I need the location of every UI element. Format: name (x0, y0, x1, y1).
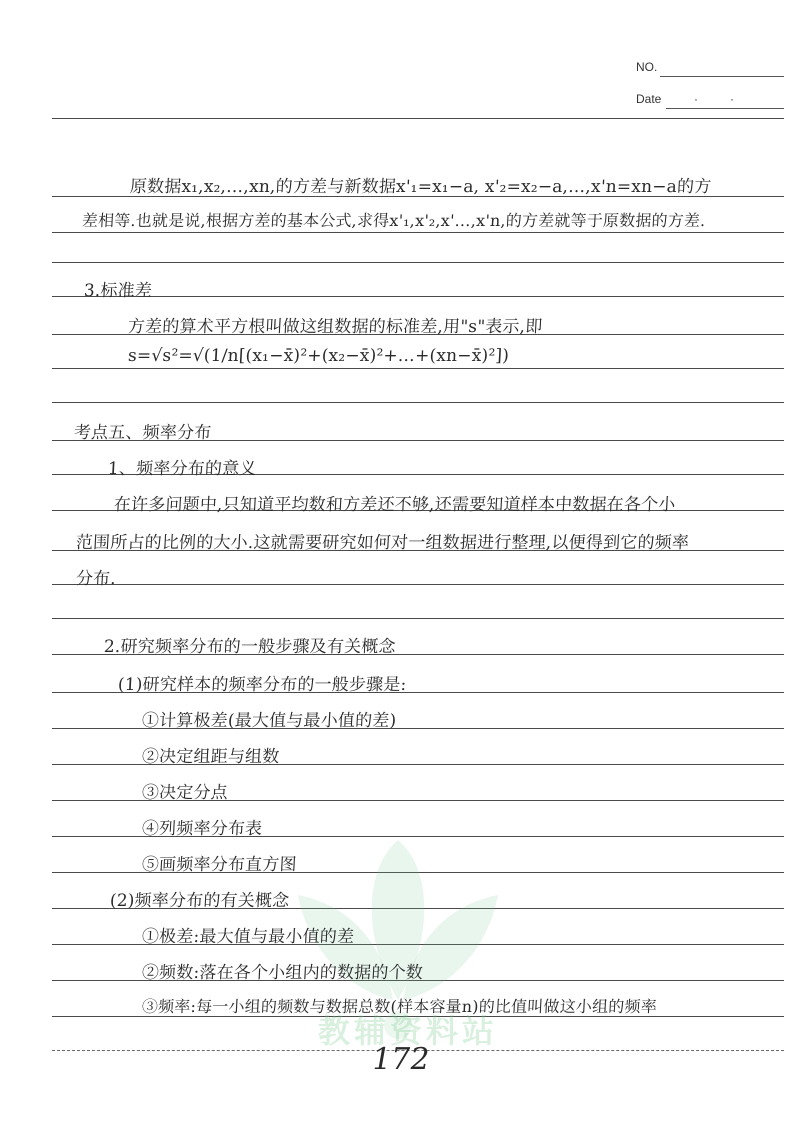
text-line: (2)频率分布的有关概念 (109, 891, 290, 911)
date-separator-1: · (694, 92, 698, 106)
ruled-line (52, 368, 784, 369)
no-underline (660, 76, 784, 77)
list-item: ①极差:最大值与最小值的差 (141, 927, 355, 947)
watermark-text: 教辅资料站 (317, 1012, 498, 1050)
list-item: ③频率:每一小组的频数与数据总数(样本容量n)的比值叫做这小组的频率 (141, 997, 658, 1016)
text-line: 方差的算术平方根叫做这组数据的标准差,用"s"表示,即 (127, 317, 543, 337)
text-line: 原数据x₁,x₂,…,xn,的方差与新数据x'₁=x₁−a, x'₂=x₂−a,…,x'n=xn−a的方 (129, 177, 712, 197)
page-number: 172 (368, 1042, 433, 1077)
ruled-line (52, 402, 784, 403)
text-line: (1)研究样本的频率分布的一般步骤是: (117, 675, 408, 695)
ruled-line (52, 262, 784, 263)
ruled-line (52, 618, 784, 619)
text-line: 范围所占的比例的大小.这就需要研究如何对一组数据进行整理,以便得到它的频率 (75, 533, 690, 553)
ruled-line (52, 296, 784, 297)
list-item: ④列频率分布表 (141, 819, 263, 839)
text-line: 分布. (75, 569, 117, 589)
date-underline (666, 108, 784, 109)
formula-line: s=√s²=√(1/n[(x₁−x̄)²+(x₂−x̄)²+…+(xn−x̄)²]) (127, 346, 510, 366)
list-item: ⑤画频率分布直方图 (141, 855, 298, 875)
date-separator-2: · (730, 92, 734, 106)
text-line: 在许多问题中,只知道平均数和方差还不够,还需要知道样本中数据在各个小 (113, 495, 677, 515)
no-label: NO. (636, 60, 658, 74)
list-item: ②频数:落在各个小组内的数据的个数 (141, 963, 424, 983)
section-heading: 3.标准差 (83, 281, 153, 301)
date-label: Date (636, 92, 662, 106)
top-rule (52, 118, 784, 119)
list-item: ②决定组距与组数 (141, 747, 281, 767)
list-item: ③决定分点 (141, 783, 229, 803)
ruled-line (52, 584, 784, 585)
sub-heading: 2.研究频率分布的一般步骤及有关概念 (103, 637, 397, 657)
list-item: ①计算极差(最大值与最小值的差) (141, 711, 397, 731)
sub-heading: 1、频率分布的意义 (107, 459, 258, 479)
text-line: 差相等.也就是说,根据方差的基本公式,求得x'₁,x'₂,x'…,x'n,的方差就等于原数据的方差. (81, 211, 706, 230)
section-heading: 考点五、频率分布 (73, 423, 213, 443)
ruled-line (52, 232, 784, 233)
